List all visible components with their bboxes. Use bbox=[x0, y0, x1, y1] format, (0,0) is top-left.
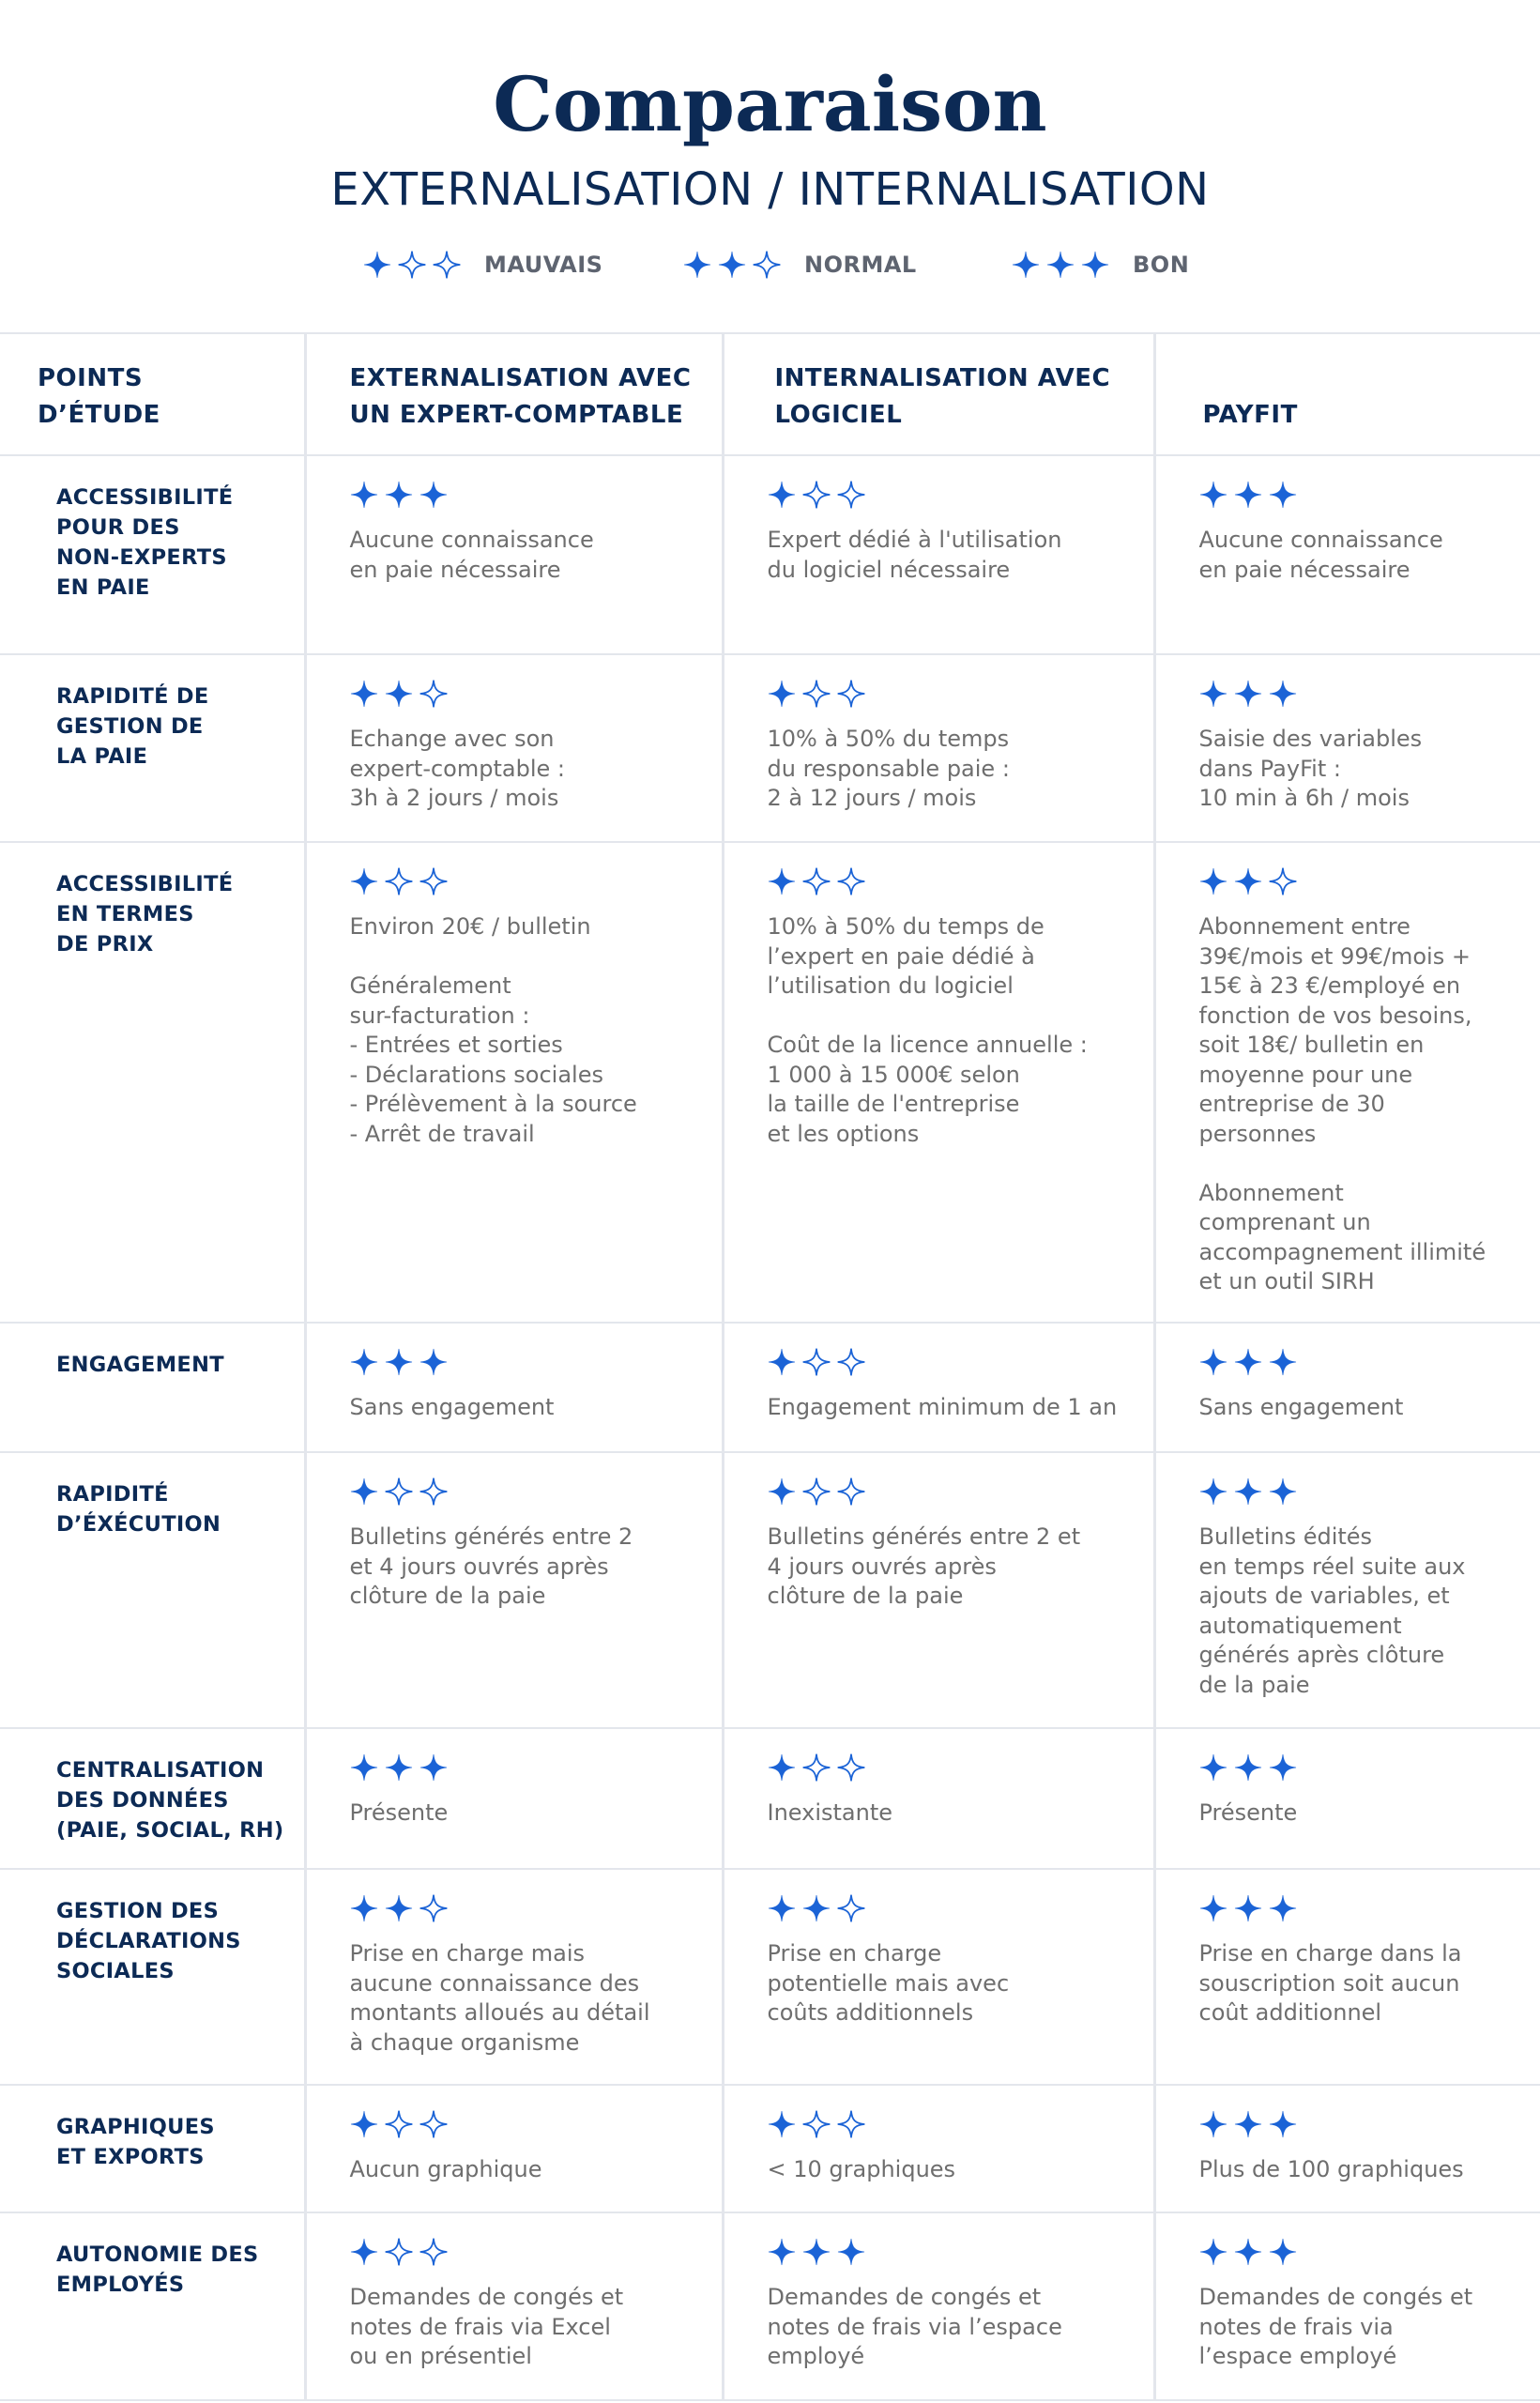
table-cell bbox=[305, 1869, 723, 2085]
star-filled-icon bbox=[768, 680, 796, 708]
table-cell bbox=[1154, 842, 1540, 1323]
star-filled-icon bbox=[1269, 2110, 1297, 2138]
cell-text: Sans engagement bbox=[1198, 1394, 1404, 1420]
star-rating bbox=[1199, 1477, 1522, 1506]
star-outline-icon bbox=[385, 1477, 413, 1506]
table-cell bbox=[723, 1869, 1154, 2085]
star-filled-icon bbox=[768, 1753, 796, 1782]
table-row bbox=[0, 2212, 1540, 2400]
cell-text: 10% à 50% du temps de l’expert en paie dédié à l’utilisation du logiciel Coût de la licence annuelle : 1 000 à 15 000€ selon la taille de l'entreprise et les options bbox=[767, 913, 1088, 1147]
star-rating bbox=[768, 680, 1135, 708]
comparison-table-wrapper bbox=[0, 332, 1540, 2401]
star-rating bbox=[350, 481, 703, 509]
star-outline-icon bbox=[837, 481, 865, 509]
cell-text: Environ 20€ / bulletin Généralement sur-facturation : - Entrées et sorties - Déclarations sociales - Prélèvement à la source - Arrêt de travail bbox=[349, 913, 637, 1147]
table-header-row bbox=[0, 333, 1540, 455]
star-filled-icon bbox=[1269, 2238, 1297, 2266]
star-outline-icon bbox=[802, 1477, 831, 1506]
table-cell bbox=[1154, 654, 1540, 842]
cell-text: Bulletins générés entre 2 et 4 jours ouvrés après clôture de la paie bbox=[349, 1523, 633, 1609]
star-filled-icon bbox=[1199, 1348, 1227, 1376]
cell-text: Aucune connaissance en paie nécessaire bbox=[349, 527, 594, 583]
row-label: GRAPHIQUES ET EXPORTS bbox=[0, 2085, 305, 2212]
star-filled-icon bbox=[1234, 1753, 1262, 1782]
star-rating bbox=[350, 2110, 703, 2138]
star-filled-icon bbox=[1234, 1348, 1262, 1376]
row-label: AUTONOMIE DES EMPLOYÉS bbox=[0, 2212, 305, 2400]
star-outline-icon bbox=[802, 680, 831, 708]
star-outline-icon bbox=[837, 680, 865, 708]
table-row bbox=[0, 1323, 1540, 1452]
star-filled-icon bbox=[718, 251, 746, 279]
star-rating bbox=[768, 1477, 1135, 1506]
legend-item-good bbox=[1012, 246, 1189, 283]
star-rating bbox=[768, 1894, 1135, 1922]
star-rating bbox=[363, 251, 467, 279]
star-outline-icon bbox=[385, 2110, 413, 2138]
comparison-table bbox=[0, 332, 1540, 2401]
legend-item-normal bbox=[683, 246, 917, 283]
star-filled-icon bbox=[350, 2238, 378, 2266]
star-rating bbox=[768, 867, 1135, 895]
star-filled-icon bbox=[1234, 2238, 1262, 2266]
legend-label: MAUVAIS bbox=[484, 252, 603, 278]
rating-legend bbox=[0, 246, 1540, 283]
star-filled-icon bbox=[350, 481, 378, 509]
star-filled-icon bbox=[350, 680, 378, 708]
table-cell bbox=[305, 1323, 723, 1452]
table-cell bbox=[305, 1728, 723, 1869]
star-outline-icon bbox=[419, 680, 448, 708]
star-outline-icon bbox=[419, 1894, 448, 1922]
star-filled-icon bbox=[1199, 1894, 1227, 1922]
star-outline-icon bbox=[802, 1753, 831, 1782]
cell-text: Saisie des variables dans PayFit : 10 min à 6h / mois bbox=[1198, 726, 1423, 811]
cell-text: Prise en charge dans la souscription soit aucun coût additionnel bbox=[1198, 1940, 1462, 2026]
star-filled-icon bbox=[1012, 251, 1040, 279]
page-title: Comparaison bbox=[493, 60, 1047, 148]
star-filled-icon bbox=[385, 1348, 413, 1376]
star-outline-icon bbox=[802, 481, 831, 509]
star-filled-icon bbox=[1081, 251, 1109, 279]
table-cell bbox=[305, 842, 723, 1323]
star-filled-icon bbox=[683, 251, 711, 279]
star-filled-icon bbox=[1234, 1477, 1262, 1506]
cell-text: Demandes de congés et notes de frais via Excel ou en présentiel bbox=[349, 2284, 624, 2369]
table-cell bbox=[305, 455, 723, 654]
table-cell bbox=[723, 2085, 1154, 2212]
table-cell bbox=[1154, 1452, 1540, 1728]
star-filled-icon bbox=[350, 1894, 378, 1922]
star-outline-icon bbox=[419, 1477, 448, 1506]
star-filled-icon bbox=[363, 251, 391, 279]
star-outline-icon bbox=[837, 867, 865, 895]
table-row bbox=[0, 1728, 1540, 1869]
star-filled-icon bbox=[768, 867, 796, 895]
table-row bbox=[0, 2085, 1540, 2212]
cell-text: Présente bbox=[1198, 1799, 1298, 1826]
star-filled-icon bbox=[1046, 251, 1075, 279]
star-filled-icon bbox=[1269, 481, 1297, 509]
star-rating bbox=[350, 2238, 703, 2266]
star-filled-icon bbox=[768, 1477, 796, 1506]
star-filled-icon bbox=[350, 2110, 378, 2138]
cell-text: Prise en charge mais aucune connaissance des montants alloués au détail à chaque organisme bbox=[349, 1940, 650, 2056]
star-outline-icon bbox=[419, 2238, 448, 2266]
star-rating bbox=[768, 2238, 1135, 2266]
table-cell bbox=[1154, 1869, 1540, 2085]
table-cell bbox=[305, 2212, 723, 2400]
star-rating bbox=[683, 251, 787, 279]
star-filled-icon bbox=[802, 2238, 831, 2266]
star-filled-icon bbox=[768, 1894, 796, 1922]
star-outline-icon bbox=[419, 867, 448, 895]
star-filled-icon bbox=[1199, 2238, 1227, 2266]
star-outline-icon bbox=[802, 867, 831, 895]
star-filled-icon bbox=[385, 481, 413, 509]
table-cell bbox=[1154, 1728, 1540, 1869]
table-cell bbox=[723, 455, 1154, 654]
table-cell bbox=[305, 1452, 723, 1728]
legend-item-bad bbox=[363, 246, 602, 283]
cell-text: Aucun graphique bbox=[349, 2156, 542, 2182]
star-filled-icon bbox=[1199, 2110, 1227, 2138]
star-outline-icon bbox=[802, 1348, 831, 1376]
star-filled-icon bbox=[1234, 2110, 1262, 2138]
star-rating bbox=[350, 1753, 703, 1782]
column-header-software: INTERNALISATION AVEC LOGICIEL bbox=[723, 333, 1154, 455]
row-label: ACCESSIBILITÉ EN TERMES DE PRIX bbox=[0, 842, 305, 1323]
star-filled-icon bbox=[350, 1348, 378, 1376]
star-outline-icon bbox=[837, 1894, 865, 1922]
column-header-points: POINTS D’ÉTUDE bbox=[0, 333, 305, 455]
cell-text: Prise en charge potentielle mais avec coûts additionnels bbox=[767, 1940, 1010, 2026]
table-cell bbox=[1154, 1323, 1540, 1452]
table-cell bbox=[723, 1323, 1154, 1452]
row-label: ENGAGEMENT bbox=[0, 1323, 305, 1452]
star-outline-icon bbox=[398, 251, 426, 279]
star-filled-icon bbox=[1269, 1477, 1297, 1506]
star-outline-icon bbox=[802, 2110, 831, 2138]
cell-text: Expert dédié à l'utilisation du logiciel nécessaire bbox=[767, 527, 1062, 583]
table-cell bbox=[723, 654, 1154, 842]
star-rating bbox=[768, 481, 1135, 509]
table-row bbox=[0, 654, 1540, 842]
row-label: GESTION DES DÉCLARATIONS SOCIALES bbox=[0, 1869, 305, 2085]
star-filled-icon bbox=[350, 867, 378, 895]
legend-label: BON bbox=[1133, 252, 1190, 278]
star-outline-icon bbox=[753, 251, 781, 279]
cell-text: Aucune connaissance en paie nécessaire bbox=[1198, 527, 1443, 583]
cell-text: < 10 graphiques bbox=[767, 2156, 956, 2182]
cell-text: Bulletins édités en temps réel suite aux ajouts de variables, et automatiquement générés après clôture de la paie bbox=[1198, 1523, 1466, 1698]
table-cell bbox=[305, 2085, 723, 2212]
cell-text: 10% à 50% du temps du responsable paie : 2 à 12 jours / mois bbox=[767, 726, 1010, 811]
table-row bbox=[0, 1869, 1540, 2085]
row-label: RAPIDITÉ D’ÉXÉCUTION bbox=[0, 1452, 305, 1728]
star-filled-icon bbox=[1199, 867, 1227, 895]
star-filled-icon bbox=[1234, 867, 1262, 895]
star-filled-icon bbox=[837, 2238, 865, 2266]
star-rating bbox=[350, 1348, 703, 1376]
star-rating bbox=[1012, 251, 1116, 279]
star-filled-icon bbox=[385, 680, 413, 708]
star-filled-icon bbox=[1199, 680, 1227, 708]
row-label: ACCESSIBILITÉ POUR DES NON-EXPERTS EN PAIE bbox=[0, 455, 305, 654]
table-cell bbox=[723, 1728, 1154, 1869]
star-filled-icon bbox=[1234, 481, 1262, 509]
star-filled-icon bbox=[1234, 1894, 1262, 1922]
star-filled-icon bbox=[768, 2238, 796, 2266]
table-cell bbox=[723, 842, 1154, 1323]
star-filled-icon bbox=[768, 1348, 796, 1376]
page-header bbox=[0, 0, 1540, 332]
star-filled-icon bbox=[1199, 1753, 1227, 1782]
star-filled-icon bbox=[768, 481, 796, 509]
star-filled-icon bbox=[350, 1477, 378, 1506]
star-filled-icon bbox=[1199, 1477, 1227, 1506]
cell-text: Abonnement entre 39€/mois et 99€/mois + 15€ à 23 €/employé en fonction de vos besoins, soit 18€/ bulletin en moyenne pour une entreprise de 30 personnes Abonnement comprenant un accompagnement illimité et un outil SIRH bbox=[1198, 913, 1487, 1294]
cell-text: Sans engagement bbox=[349, 1394, 555, 1420]
cell-text: Inexistante bbox=[767, 1799, 893, 1826]
column-header-expert: EXTERNALISATION AVEC UN EXPERT-COMPTABLE bbox=[305, 333, 723, 455]
table-row bbox=[0, 455, 1540, 654]
star-rating bbox=[350, 680, 703, 708]
table-row bbox=[0, 1452, 1540, 1728]
star-outline-icon bbox=[837, 1753, 865, 1782]
star-rating bbox=[1199, 680, 1522, 708]
table-cell bbox=[305, 654, 723, 842]
star-rating bbox=[1199, 1894, 1522, 1922]
column-header-payfit: PAYFIT bbox=[1154, 333, 1540, 455]
star-filled-icon bbox=[1269, 680, 1297, 708]
cell-text: Bulletins générés entre 2 et 4 jours ouvrés après clôture de la paie bbox=[767, 1523, 1081, 1609]
table-cell bbox=[723, 1452, 1154, 1728]
star-rating bbox=[768, 1753, 1135, 1782]
star-rating bbox=[1199, 2238, 1522, 2266]
star-filled-icon bbox=[1269, 1894, 1297, 1922]
star-filled-icon bbox=[802, 1894, 831, 1922]
star-filled-icon bbox=[350, 1753, 378, 1782]
star-filled-icon bbox=[385, 1894, 413, 1922]
star-filled-icon bbox=[1269, 1348, 1297, 1376]
star-rating bbox=[350, 1477, 703, 1506]
star-filled-icon bbox=[385, 1753, 413, 1782]
table-cell bbox=[723, 2212, 1154, 2400]
star-rating bbox=[1199, 1348, 1522, 1376]
star-filled-icon bbox=[419, 1348, 448, 1376]
page-subtitle: EXTERNALISATION / INTERNALISATION bbox=[330, 163, 1210, 216]
star-outline-icon bbox=[837, 1477, 865, 1506]
star-filled-icon bbox=[768, 2110, 796, 2138]
star-outline-icon bbox=[837, 2110, 865, 2138]
cell-text: Présente bbox=[349, 1799, 449, 1826]
star-rating bbox=[350, 1894, 703, 1922]
cell-text: Engagement minimum de 1 an bbox=[767, 1394, 1118, 1420]
cell-text: Plus de 100 graphiques bbox=[1198, 2156, 1464, 2182]
table-cell bbox=[1154, 455, 1540, 654]
star-rating bbox=[1199, 867, 1522, 895]
star-rating bbox=[768, 1348, 1135, 1376]
star-rating bbox=[768, 2110, 1135, 2138]
star-outline-icon bbox=[419, 2110, 448, 2138]
star-filled-icon bbox=[419, 1753, 448, 1782]
cell-text: Echange avec son expert-comptable : 3h à 2 jours / mois bbox=[349, 726, 565, 811]
star-rating bbox=[1199, 2110, 1522, 2138]
star-rating bbox=[1199, 481, 1522, 509]
star-outline-icon bbox=[433, 251, 461, 279]
star-outline-icon bbox=[837, 1348, 865, 1376]
cell-text: Demandes de congés et notes de frais via l’espace employé bbox=[767, 2284, 1062, 2369]
row-label: RAPIDITÉ DE GESTION DE LA PAIE bbox=[0, 654, 305, 842]
table-cell bbox=[1154, 2085, 1540, 2212]
row-label: CENTRALISATION DES DONNÉES (PAIE, SOCIAL, RH) bbox=[0, 1728, 305, 1869]
star-outline-icon bbox=[385, 2238, 413, 2266]
legend-label: NORMAL bbox=[804, 252, 917, 278]
star-filled-icon bbox=[1269, 1753, 1297, 1782]
star-rating bbox=[350, 867, 703, 895]
cell-text: Demandes de congés et notes de frais via l’espace employé bbox=[1198, 2284, 1473, 2369]
table-cell bbox=[1154, 2212, 1540, 2400]
table-row bbox=[0, 842, 1540, 1323]
star-rating bbox=[1199, 1753, 1522, 1782]
star-filled-icon bbox=[1199, 481, 1227, 509]
star-filled-icon bbox=[1234, 680, 1262, 708]
star-filled-icon bbox=[419, 481, 448, 509]
star-outline-icon bbox=[385, 867, 413, 895]
star-outline-icon bbox=[1269, 867, 1297, 895]
